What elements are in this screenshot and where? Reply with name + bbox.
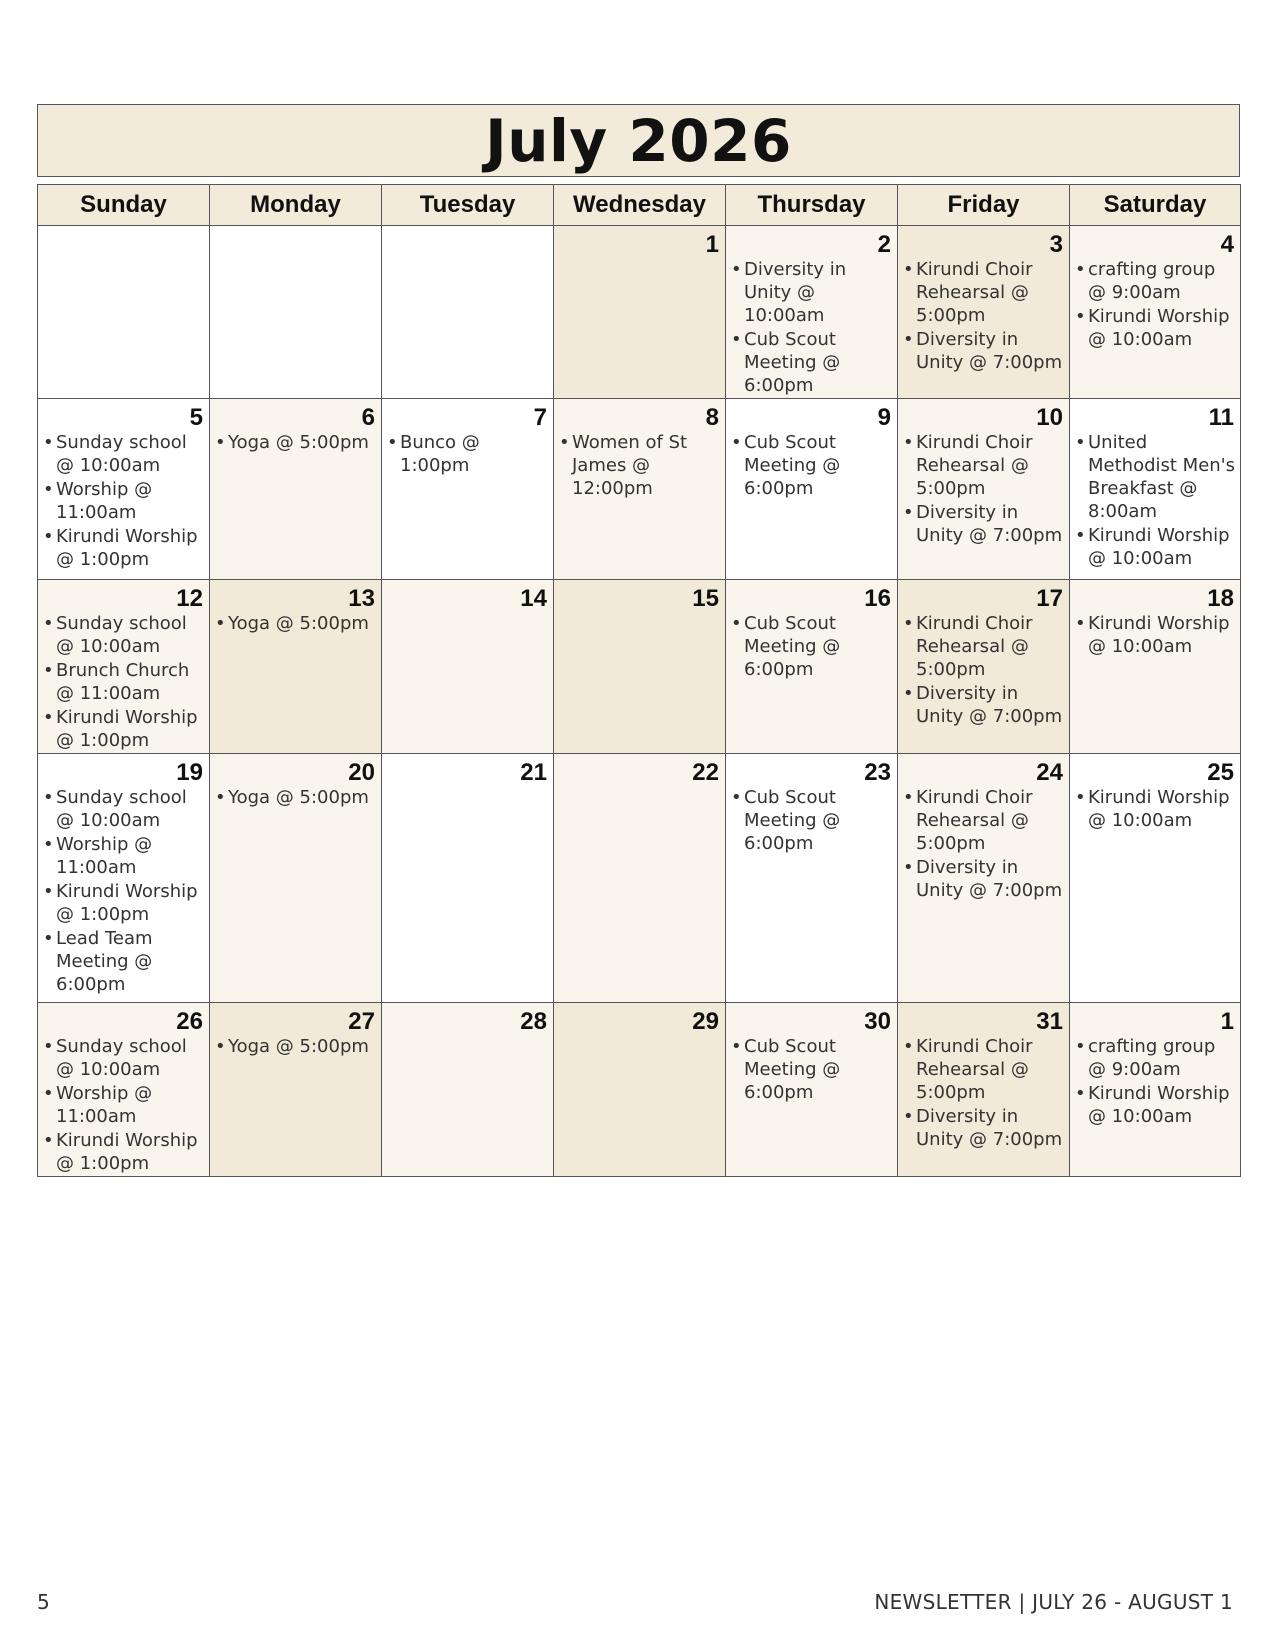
calendar-day-cell (554, 580, 726, 754)
event-item: • Kirundi Worship @ 10:00am (1070, 305, 1236, 351)
event-item: • Kirundi Worship @ 1:00pm (38, 525, 205, 571)
event-item: • Women of St James @ 12:00pm (554, 431, 721, 500)
event-list (1070, 258, 1240, 351)
calendar-day-cell (210, 1003, 382, 1177)
day-number (382, 226, 553, 232)
event-item: • Sunday school @ 10:00am (38, 612, 205, 658)
day-number: 23 (864, 759, 891, 786)
calendar-day-cell (898, 399, 1070, 580)
event-item: • Bunco @ 1:00pm (382, 431, 549, 477)
day-number: 27 (348, 1008, 375, 1035)
day-number: 10 (1036, 404, 1063, 431)
day-number: 2 (877, 231, 891, 258)
calendar-week-row (38, 580, 1241, 754)
calendar-day-cell (38, 399, 210, 580)
event-item: • Kirundi Choir Rehearsal @ 5:00pm (898, 612, 1065, 681)
event-item: • Diversity in Unity @ 7:00pm (898, 501, 1065, 547)
event-list (898, 1035, 1069, 1151)
event-list (898, 258, 1069, 374)
calendar-week-row (38, 1003, 1241, 1177)
event-item: • Cub Scout Meeting @ 6:00pm (726, 431, 893, 500)
weekday-header: Tuesday (382, 185, 554, 226)
event-item: • Kirundi Worship @ 10:00am (1070, 524, 1236, 570)
calendar-day-cell (898, 226, 1070, 399)
day-number: 1 (1220, 1008, 1234, 1035)
day-number: 26 (176, 1008, 203, 1035)
event-list (38, 431, 209, 571)
day-number: 3 (1049, 231, 1063, 258)
event-item: • Worship @ 11:00am (38, 833, 205, 879)
event-list (554, 431, 725, 500)
page-number: 5 (37, 1590, 51, 1614)
day-number: 4 (1220, 231, 1234, 258)
calendar-day-cell (554, 754, 726, 1003)
event-list (726, 786, 897, 855)
calendar-day-cell (38, 754, 210, 1003)
event-item: • Yoga @ 5:00pm (210, 612, 377, 635)
weekday-header: Wednesday (554, 185, 726, 226)
event-item: • Diversity in Unity @ 10:00am (726, 258, 893, 327)
calendar-day-cell (1070, 226, 1241, 399)
event-item: • Kirundi Choir Rehearsal @ 5:00pm (898, 258, 1065, 327)
calendar-day-cell (554, 1003, 726, 1177)
calendar-day-cell (726, 580, 898, 754)
event-list (1070, 786, 1240, 832)
event-item: • Kirundi Worship @ 10:00am (1070, 1082, 1236, 1128)
event-item: • Sunday school @ 10:00am (38, 431, 205, 477)
day-number: 30 (864, 1008, 891, 1035)
event-list (726, 612, 897, 681)
event-list (1070, 612, 1240, 658)
calendar-day-cell (726, 1003, 898, 1177)
calendar-title: July 2026 (485, 106, 792, 175)
event-item: • Kirundi Choir Rehearsal @ 5:00pm (898, 431, 1065, 500)
day-number: 6 (361, 404, 375, 431)
calendar-day-cell (382, 754, 554, 1003)
day-number: 21 (520, 759, 547, 786)
day-number: 11 (1208, 404, 1234, 431)
weekday-header: Friday (898, 185, 1070, 226)
calendar-grid (37, 184, 1241, 1177)
day-number: 19 (176, 759, 203, 786)
day-number: 20 (348, 759, 375, 786)
event-list (38, 1035, 209, 1175)
day-number: 18 (1207, 585, 1234, 612)
event-list (726, 1035, 897, 1104)
calendar-day-cell (554, 399, 726, 580)
day-number (38, 226, 209, 232)
event-item: • Kirundi Choir Rehearsal @ 5:00pm (898, 786, 1065, 855)
day-number: 12 (176, 585, 203, 612)
calendar-day-cell (38, 1003, 210, 1177)
calendar-day-cell (1070, 1003, 1241, 1177)
day-number: 13 (348, 585, 375, 612)
event-item: • Yoga @ 5:00pm (210, 431, 377, 454)
day-number: 8 (705, 404, 719, 431)
calendar-day-cell (210, 399, 382, 580)
event-item: • Yoga @ 5:00pm (210, 786, 377, 809)
calendar-day-cell (898, 1003, 1070, 1177)
event-item: • Sunday school @ 10:00am (38, 1035, 205, 1081)
event-list (1070, 1035, 1240, 1128)
day-number (210, 226, 381, 232)
weekday-header: Monday (210, 185, 382, 226)
calendar-day-cell (210, 226, 382, 399)
day-number: 31 (1036, 1008, 1063, 1035)
event-item: • Kirundi Worship @ 1:00pm (38, 1129, 205, 1175)
weekday-header-row (38, 185, 1241, 226)
event-item: • Diversity in Unity @ 7:00pm (898, 328, 1065, 374)
event-list (210, 1035, 381, 1058)
event-list (726, 431, 897, 500)
calendar-day-cell (898, 754, 1070, 1003)
event-item: • Diversity in Unity @ 7:00pm (898, 1105, 1065, 1151)
calendar-day-cell (38, 580, 210, 754)
day-number: 5 (189, 404, 203, 431)
calendar-title-bar (37, 104, 1240, 177)
day-number: 29 (692, 1008, 719, 1035)
event-item: • Cub Scout Meeting @ 6:00pm (726, 1035, 893, 1104)
calendar-day-cell (382, 226, 554, 399)
calendar-day-cell (726, 754, 898, 1003)
calendar-day-cell (554, 226, 726, 399)
day-number: 1 (705, 231, 719, 258)
day-number: 28 (520, 1008, 547, 1035)
footer-label: NEWSLETTER | JULY 26 - AUGUST 1 (874, 1590, 1233, 1614)
event-list (38, 786, 209, 996)
event-item: • Worship @ 11:00am (38, 1082, 205, 1128)
weekday-header: Sunday (38, 185, 210, 226)
event-list (210, 431, 381, 454)
calendar-day-cell (1070, 580, 1241, 754)
day-number: 17 (1036, 585, 1063, 612)
event-item: • Lead Team Meeting @ 6:00pm (38, 927, 205, 996)
event-item: • Sunday school @ 10:00am (38, 786, 205, 832)
event-item: • Kirundi Worship @ 10:00am (1070, 786, 1236, 832)
calendar-day-cell (38, 226, 210, 399)
weekday-header: Thursday (726, 185, 898, 226)
calendar-week-row (38, 754, 1241, 1003)
day-number: 15 (692, 585, 719, 612)
calendar-day-cell (1070, 399, 1241, 580)
weekday-header: Saturday (1070, 185, 1241, 226)
calendar-day-cell (210, 754, 382, 1003)
event-item: • Diversity in Unity @ 7:00pm (898, 856, 1065, 902)
day-number: 25 (1207, 759, 1234, 786)
calendar-week-row (38, 399, 1241, 580)
day-number: 7 (533, 404, 547, 431)
event-item: • Diversity in Unity @ 7:00pm (898, 682, 1065, 728)
calendar-week-row (38, 226, 1241, 399)
event-list (726, 258, 897, 397)
event-item: • Kirundi Worship @ 1:00pm (38, 880, 205, 926)
event-item: • Cub Scout Meeting @ 6:00pm (726, 328, 893, 397)
event-list (898, 786, 1069, 902)
event-list (38, 612, 209, 752)
calendar-day-cell (1070, 754, 1241, 1003)
day-number: 16 (864, 585, 891, 612)
event-item: • United Methodist Men's Breakfast @ 8:00am (1070, 431, 1236, 523)
event-item: • Cub Scout Meeting @ 6:00pm (726, 786, 893, 855)
event-item: • Brunch Church @ 11:00am (38, 659, 205, 705)
event-item: • crafting group @ 9:00am (1070, 258, 1236, 304)
event-list (210, 612, 381, 635)
day-number: 24 (1036, 759, 1063, 786)
calendar-day-cell (382, 580, 554, 754)
day-number: 14 (520, 585, 547, 612)
event-list (898, 431, 1069, 547)
calendar-day-cell (382, 1003, 554, 1177)
event-list (210, 786, 381, 809)
event-list (898, 612, 1069, 728)
calendar-day-cell (898, 580, 1070, 754)
event-item: • Yoga @ 5:00pm (210, 1035, 377, 1058)
event-item: • Cub Scout Meeting @ 6:00pm (726, 612, 893, 681)
event-item: • crafting group @ 9:00am (1070, 1035, 1236, 1081)
day-number: 22 (692, 759, 719, 786)
event-list (382, 431, 553, 477)
event-item: • Kirundi Worship @ 10:00am (1070, 612, 1236, 658)
event-list (1070, 431, 1240, 570)
calendar-day-cell (210, 580, 382, 754)
calendar-day-cell (726, 226, 898, 399)
calendar-day-cell (382, 399, 554, 580)
event-item: • Kirundi Choir Rehearsal @ 5:00pm (898, 1035, 1065, 1104)
event-item: • Kirundi Worship @ 1:00pm (38, 706, 205, 752)
event-item: • Worship @ 11:00am (38, 478, 205, 524)
calendar-day-cell (726, 399, 898, 580)
day-number: 9 (877, 404, 891, 431)
